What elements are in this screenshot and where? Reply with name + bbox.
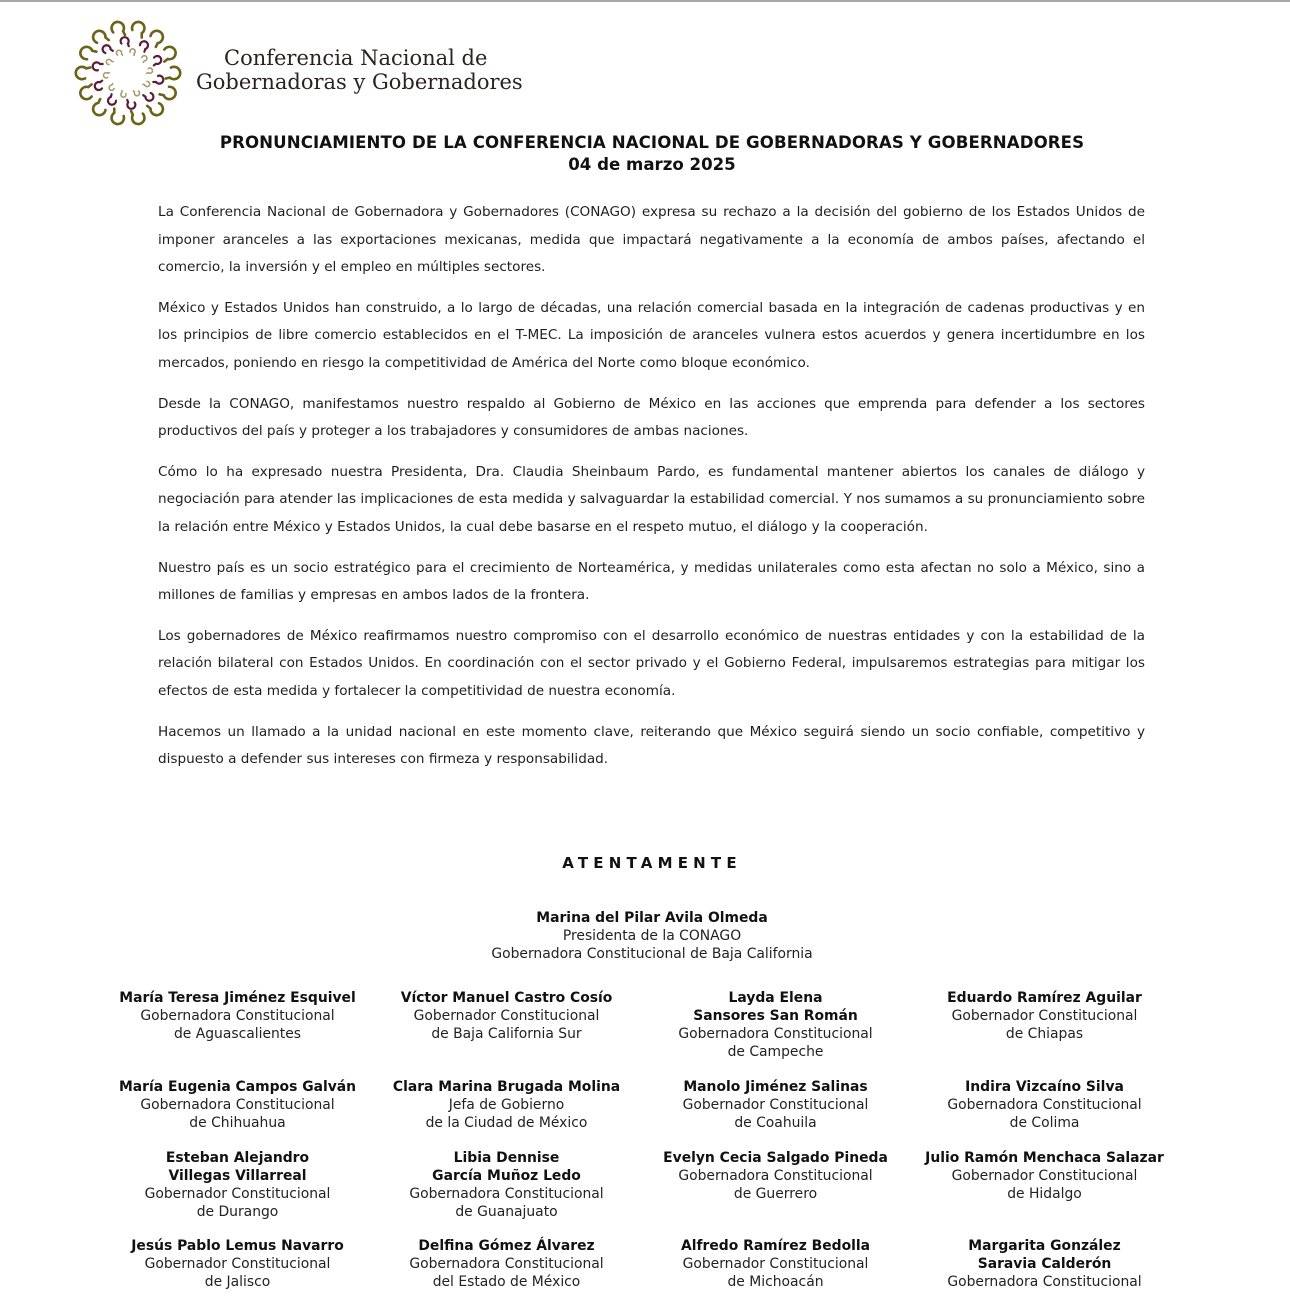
conago-logo-icon (72, 18, 184, 128)
logo-ring-mark (143, 81, 150, 86)
signer-state: del Estado de México (432, 1274, 581, 1290)
signer-block (910, 1237, 1179, 1297)
signer-state: de Coahuila (734, 1115, 817, 1131)
signer-name: Saravia Calderón (977, 1256, 1112, 1272)
document-title: PRONUNCIAMIENTO DE LA CONFERENCIA NACIONAL DE GOBERNADORAS Y GOBERNADORES (219, 133, 1085, 152)
signer-state: de Hidalgo (1007, 1186, 1082, 1202)
logo-ring-mark (120, 90, 127, 98)
signer-role: Gobernador Constitucional (144, 1186, 331, 1202)
signers-grid (103, 989, 1179, 1297)
signer-state: de Chihuahua (189, 1115, 286, 1131)
logo-ring-mark (115, 49, 124, 57)
paragraph: Desde la CONAGO, manifestamos nuestro respaldo al Gobierno de México en las acciones que emprenda para defender a los sectores productivos del país y proteger a los trabajadores y consumidores de ambas naciones. (158, 395, 1145, 440)
logo-ring-mark (119, 36, 132, 49)
signer-role: Presidenta de la CONAGO (562, 928, 742, 944)
signer-role: Gobernadora Constitucional (947, 1274, 1142, 1290)
signer-state: de Durango (196, 1204, 279, 1220)
logo-ring-mark (109, 107, 126, 126)
signer-state: de la Ciudad de México (425, 1115, 588, 1131)
top-border (0, 0, 1290, 2)
signer-name: Eduardo Ramírez Aguilar (947, 990, 1142, 1006)
logo-ring-mark (108, 94, 116, 104)
signer-block (372, 1149, 641, 1237)
logo-ring-mark (106, 59, 113, 64)
org-name (196, 46, 523, 94)
signer-block (372, 989, 641, 1078)
signer-role: Jefa de Gobierno (448, 1097, 565, 1113)
logo-ring-mark (140, 41, 148, 51)
paragraph: La Conferencia Nacional de Gobernadora y Gobernadores (CONAGO) expresa su rechazo a la decisión del gobierno de los Estados Unidos de imponer aranceles a las exportaciones mexicanas, medida que impactará negativamente a la economía de ambos países, afectando el comercio, la inversión y el empleo en múltiples sectores. (158, 204, 1145, 276)
closing-salutation: ATENTAMENTE (562, 854, 742, 872)
signer-role: Gobernador Constitucional (682, 1256, 869, 1272)
signer-state: de Campeche (727, 1044, 824, 1060)
signer-name: Delfina Gómez Álvarez (418, 1238, 595, 1254)
signer-name: Víctor Manuel Castro Cosío (400, 990, 613, 1006)
signer-block (641, 1149, 910, 1237)
signer-block (103, 1078, 372, 1149)
signer-block (372, 1237, 641, 1297)
document-body (158, 199, 1145, 787)
logo-ring-mark (124, 97, 137, 110)
signer-name: Sansores San Román (693, 1008, 858, 1024)
org-name-line1: Conferencia Nacional de (224, 46, 488, 70)
logo-ring-mark (129, 48, 136, 56)
logo-ring-mark (132, 89, 141, 97)
logo-ring-mark (92, 61, 104, 72)
paragraph: México y Estados Unidos han construido, a lo largo de décadas, una relación comercial basada en la integración de cadenas productivas y en los principios de libre comercio establecidos en el T-MEC. La imposición de aranceles vulnera estos acuerdos y genera incertidumbre en los mercados, poniendo en riesgo la competitividad de América del Norte como bloque económico. (158, 299, 1145, 371)
signer-name: Evelyn Cecia Salgado Pineda (663, 1150, 888, 1166)
signer-block (372, 1078, 641, 1149)
signer-role: Gobernadora Constitucional (678, 1026, 873, 1042)
logo-ring-mark (130, 20, 147, 39)
signer-block (910, 989, 1179, 1078)
logo-ring-mark (91, 29, 111, 46)
paragraph: Nuestro país es un socio estratégico para el crecimiento de Norteamérica, y medidas unilaterales como esta afectan no solo a México, sino a millones de familias y empresas en ambos lados de la frontera. (158, 559, 1145, 604)
signer-name: Julio Ramón Menchaca Salazar (925, 1150, 1164, 1166)
logo-ring-mark (142, 91, 154, 102)
document-date: 04 de marzo 2025 (568, 155, 736, 174)
signer-block (103, 989, 372, 1078)
signer-role: Gobernador Constitucional (144, 1256, 331, 1272)
signer-role: Gobernadora Constitucional (140, 1097, 335, 1113)
signer-name: Alfredo Ramírez Bedolla (680, 1238, 871, 1254)
signer-role: Gobernador Constitucional (413, 1008, 600, 1024)
signer-state: de Aguascalientes (173, 1026, 302, 1042)
signer-state: de Colima (1009, 1115, 1080, 1131)
signer-name: Jesús Pablo Lemus Navarro (131, 1238, 344, 1254)
signer-state: de Guerrero (733, 1186, 818, 1202)
signer-block (641, 1237, 910, 1297)
signer-name: Manolo Jiménez Salinas (683, 1079, 868, 1095)
signer-name: Marina del Pilar Avila Olmeda (536, 910, 768, 926)
logo-ring-mark (102, 44, 114, 55)
signer-state: de Jalisco (204, 1274, 271, 1290)
logo-ring-mark (74, 63, 94, 82)
signer-block (641, 1078, 910, 1149)
signer-role: Gobernadora Constitucional (947, 1097, 1142, 1113)
paragraph: Cómo lo ha expresado nuestra Presidenta, Dra. Claudia Sheinbaum Pardo, es fundamental mantener abiertos los canales de diálogo y negociación para atender las implicaciones de esta medida y salvaguardar la estabilidad comercial. Y nos sumamos a su pronunciamiento sobre la relación entre México y Estados Unidos, la cual debe basarse en el respeto mutuo, el diálogo y la cooperación. (158, 463, 1145, 535)
signer-role: Gobernador Constitucional (951, 1008, 1138, 1024)
signer-name: Libia Dennise (453, 1150, 560, 1166)
signer-role: Gobernador Constitucional (682, 1097, 869, 1113)
logo-ring-mark (159, 86, 176, 100)
signer-name: Clara Marina Brugada Molina (392, 1079, 621, 1095)
document-header (0, 132, 1290, 176)
signer-name: Layda Elena (728, 990, 823, 1006)
logo-ring-mark (152, 75, 164, 86)
logo-ring-mark (93, 78, 106, 91)
signer-role: Gobernadora Constitucional de Baja California (491, 946, 813, 962)
signer-role: Gobernadora Constitucional (409, 1256, 604, 1272)
signer-role: Gobernadora Constitucional (678, 1168, 873, 1184)
logo-ring-mark (162, 65, 182, 84)
signer-block (641, 989, 910, 1078)
signer-name: Esteban Alejandro (165, 1150, 310, 1166)
logo-ring-mark (150, 54, 163, 67)
signer-name: Indira Vizcaíno Silva (965, 1079, 1124, 1095)
paragraph: Los gobernadores de México reafirmamos nuestro compromiso con el desarrollo económico de nuestras entidades y con la estabilidad de la relación bilateral con Estados Unidos. En coordinación con el sector privado y el Gobierno Federal, impulsaremos estrategias para mitigar los efectos de esta medida y fortalecer la competitividad de nuestra economía. (158, 627, 1145, 699)
signer-name: María Eugenia Campos Galván (118, 1079, 357, 1095)
signer-role: Gobernadora Constitucional (409, 1186, 604, 1202)
logo-ring-mark (92, 98, 107, 116)
logo-ring-mark (149, 30, 164, 48)
signer-state: de Michoacán (727, 1274, 824, 1290)
signer-block (910, 1078, 1179, 1149)
logo-ring-mark (108, 83, 115, 91)
signer-name: Margarita González (968, 1238, 1121, 1254)
signer-state: de Guanajuato (455, 1204, 558, 1220)
signer-state: de Chiapas (1005, 1026, 1084, 1042)
signer-block (103, 1149, 372, 1237)
signer-block (103, 1237, 372, 1297)
logo-ring-mark (141, 55, 148, 63)
signer-role: Gobernadora Constitucional (140, 1008, 335, 1024)
signer-name: María Teresa Jiménez Esquivel (119, 990, 356, 1006)
signer-name: Villegas Villarreal (168, 1168, 307, 1184)
signer-state: de Baja California Sur (431, 1026, 582, 1042)
logo-ring-mark (145, 67, 154, 75)
logo-ring-mark (102, 71, 111, 79)
signer-block (910, 1149, 1179, 1237)
org-name-line2: Gobernadoras y Gobernadores (196, 70, 523, 94)
paragraph: Hacemos un llamado a la unidad nacional en este momento clave, reiterando que México seguirá siendo un socio confiable, competitivo y dispuesto a defender sus intereses con firmeza y responsabilidad. (158, 723, 1145, 768)
president-signature (0, 909, 1290, 963)
signer-name: García Muñoz Ledo (432, 1168, 581, 1184)
logo-ring-mark (145, 100, 165, 117)
logo-ring-mark (80, 46, 97, 60)
signer-role: Gobernador Constitucional (951, 1168, 1138, 1184)
